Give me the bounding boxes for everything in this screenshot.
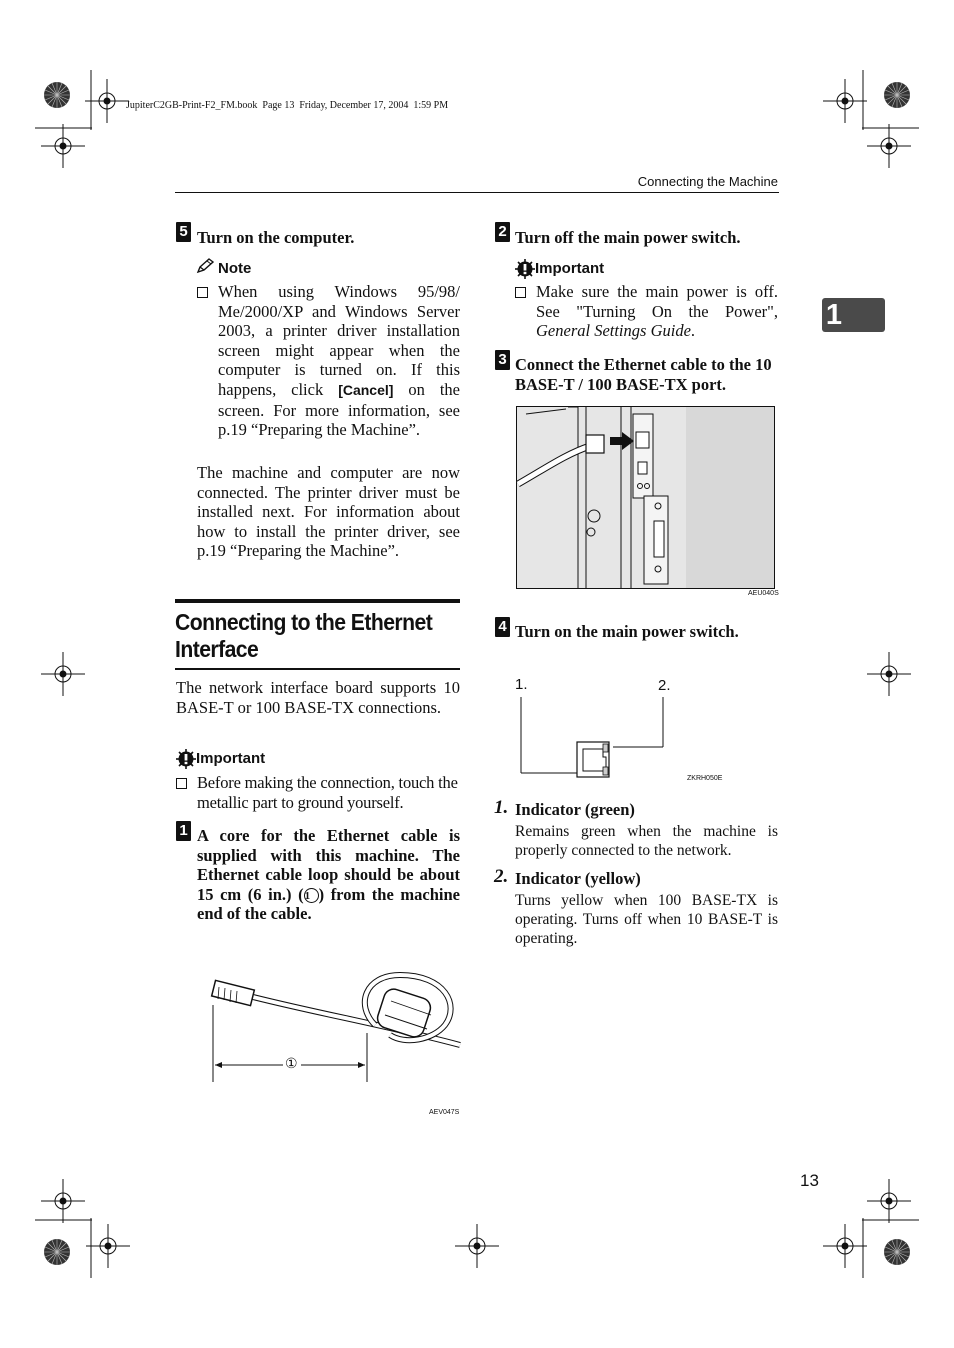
cable-dimension-label: ①: [285, 1057, 298, 1072]
section-rule-top: [175, 599, 460, 603]
indicator-2-desc: Turns yellow when 100 BASE-TX is operating. Turns off when 10 BASE-T is operating.: [515, 892, 778, 947]
important-label-left: Important: [196, 750, 266, 767]
step-1-circled-digit: 1: [304, 889, 311, 902]
step-1-text-part-a: A core for the Ethernet cable is supplied with this machine. The Ethernet cable loop should be about 15 cm (6 in.) (: [197, 826, 460, 904]
book-info: JupiterC2GB-Print-F2_FM.book Page 13 Friday, December 17, 2004 1:59 PM: [126, 100, 449, 111]
section-title-line-1: Connecting to the Ethernet: [175, 609, 433, 635]
step-5-title: Turn on the computer.: [197, 228, 355, 247]
section-title: [175, 609, 432, 663]
step-5-number: 5: [176, 222, 191, 242]
chapter-tab-number: 1: [825, 299, 843, 331]
step-4-number: 4: [495, 617, 510, 637]
led-label-2: 2.: [658, 677, 671, 694]
running-header: Connecting the Machine: [637, 174, 778, 189]
port-figure-code: AEU040S: [748, 590, 779, 597]
ethernet-port-illustration: [516, 406, 776, 590]
important-text-right: [536, 282, 778, 341]
step-2-number: 2: [495, 222, 510, 242]
important-icon: [515, 259, 535, 279]
step-1-number: 1: [176, 821, 191, 841]
page-number: 13: [800, 1171, 819, 1190]
indicator-1-number: 1.: [494, 797, 509, 818]
indicator-1-desc: Remains green when the machine is properly connected to the network.: [515, 823, 778, 859]
cancel-key: [Cancel]: [338, 381, 394, 398]
note-checkbox: [197, 287, 208, 298]
important-label-right: Important: [535, 260, 605, 277]
led-figure-code: ZKRH050E: [687, 775, 723, 782]
indicator-1-title: Indicator (green): [515, 800, 635, 819]
step-4-title: Turn on the main power switch.: [515, 622, 739, 641]
important-icon: [176, 749, 196, 769]
note-text: [218, 282, 460, 440]
step-5-body: The machine and computer are now connected. The printer driver must be installed next. For information about how to install the printer driver, see p.19 “Preparing the Machine”.: [197, 463, 460, 561]
note-text-part-a: When using Windows 95/98/ Me/2000/XP and Windows Server 2003, a printer driver installation screen might appear when the computer is turned on. If this happens, click: [218, 282, 460, 399]
section-title-line-2: Interface: [175, 636, 259, 662]
led-indicator-illustration: [515, 695, 675, 780]
chapter-tab: [822, 298, 885, 332]
important-text-left: Before making the connection, touch the metallic part to ground yourself.: [197, 773, 458, 812]
pencil-icon: [196, 258, 216, 274]
step-3-number: 3: [495, 350, 510, 370]
important-checkbox-left: [176, 778, 187, 789]
cable-core-illustration: [205, 965, 465, 1090]
cable-figure-code: AEV047S: [429, 1109, 460, 1116]
led-label-1: 1.: [515, 676, 528, 693]
indicator-2-number: 2.: [494, 866, 509, 887]
important-text-right-a: Make sure the main power is off. See "Turning On the Power",: [536, 282, 778, 321]
important-text-right-b: .: [690, 321, 696, 341]
important-text-right-italic: General Settings Guide: [536, 321, 691, 341]
note-text-part-b: on the screen. For more information, see p.19 “Preparing the Machine”.: [218, 379, 460, 440]
step-2-title: Turn off the main power switch.: [515, 228, 741, 247]
header-rule: [175, 192, 779, 193]
step-3-title: Connect the Ethernet cable to the 10 BASE-T / 100 BASE-TX port.: [515, 355, 772, 394]
note-label: Note: [218, 260, 252, 277]
step-1-text-part-b: ) from the machine end of the cable.: [197, 884, 460, 924]
section-body: The network interface board supports 10 BASE-T or 100 BASE-TX connections.: [176, 678, 460, 717]
indicator-2-title: Indicator (yellow): [515, 869, 641, 888]
section-rule-bottom: [175, 668, 460, 670]
step-1-text: [197, 826, 460, 924]
step-1-circled-number: [304, 888, 319, 903]
important-checkbox-right: [515, 287, 526, 298]
